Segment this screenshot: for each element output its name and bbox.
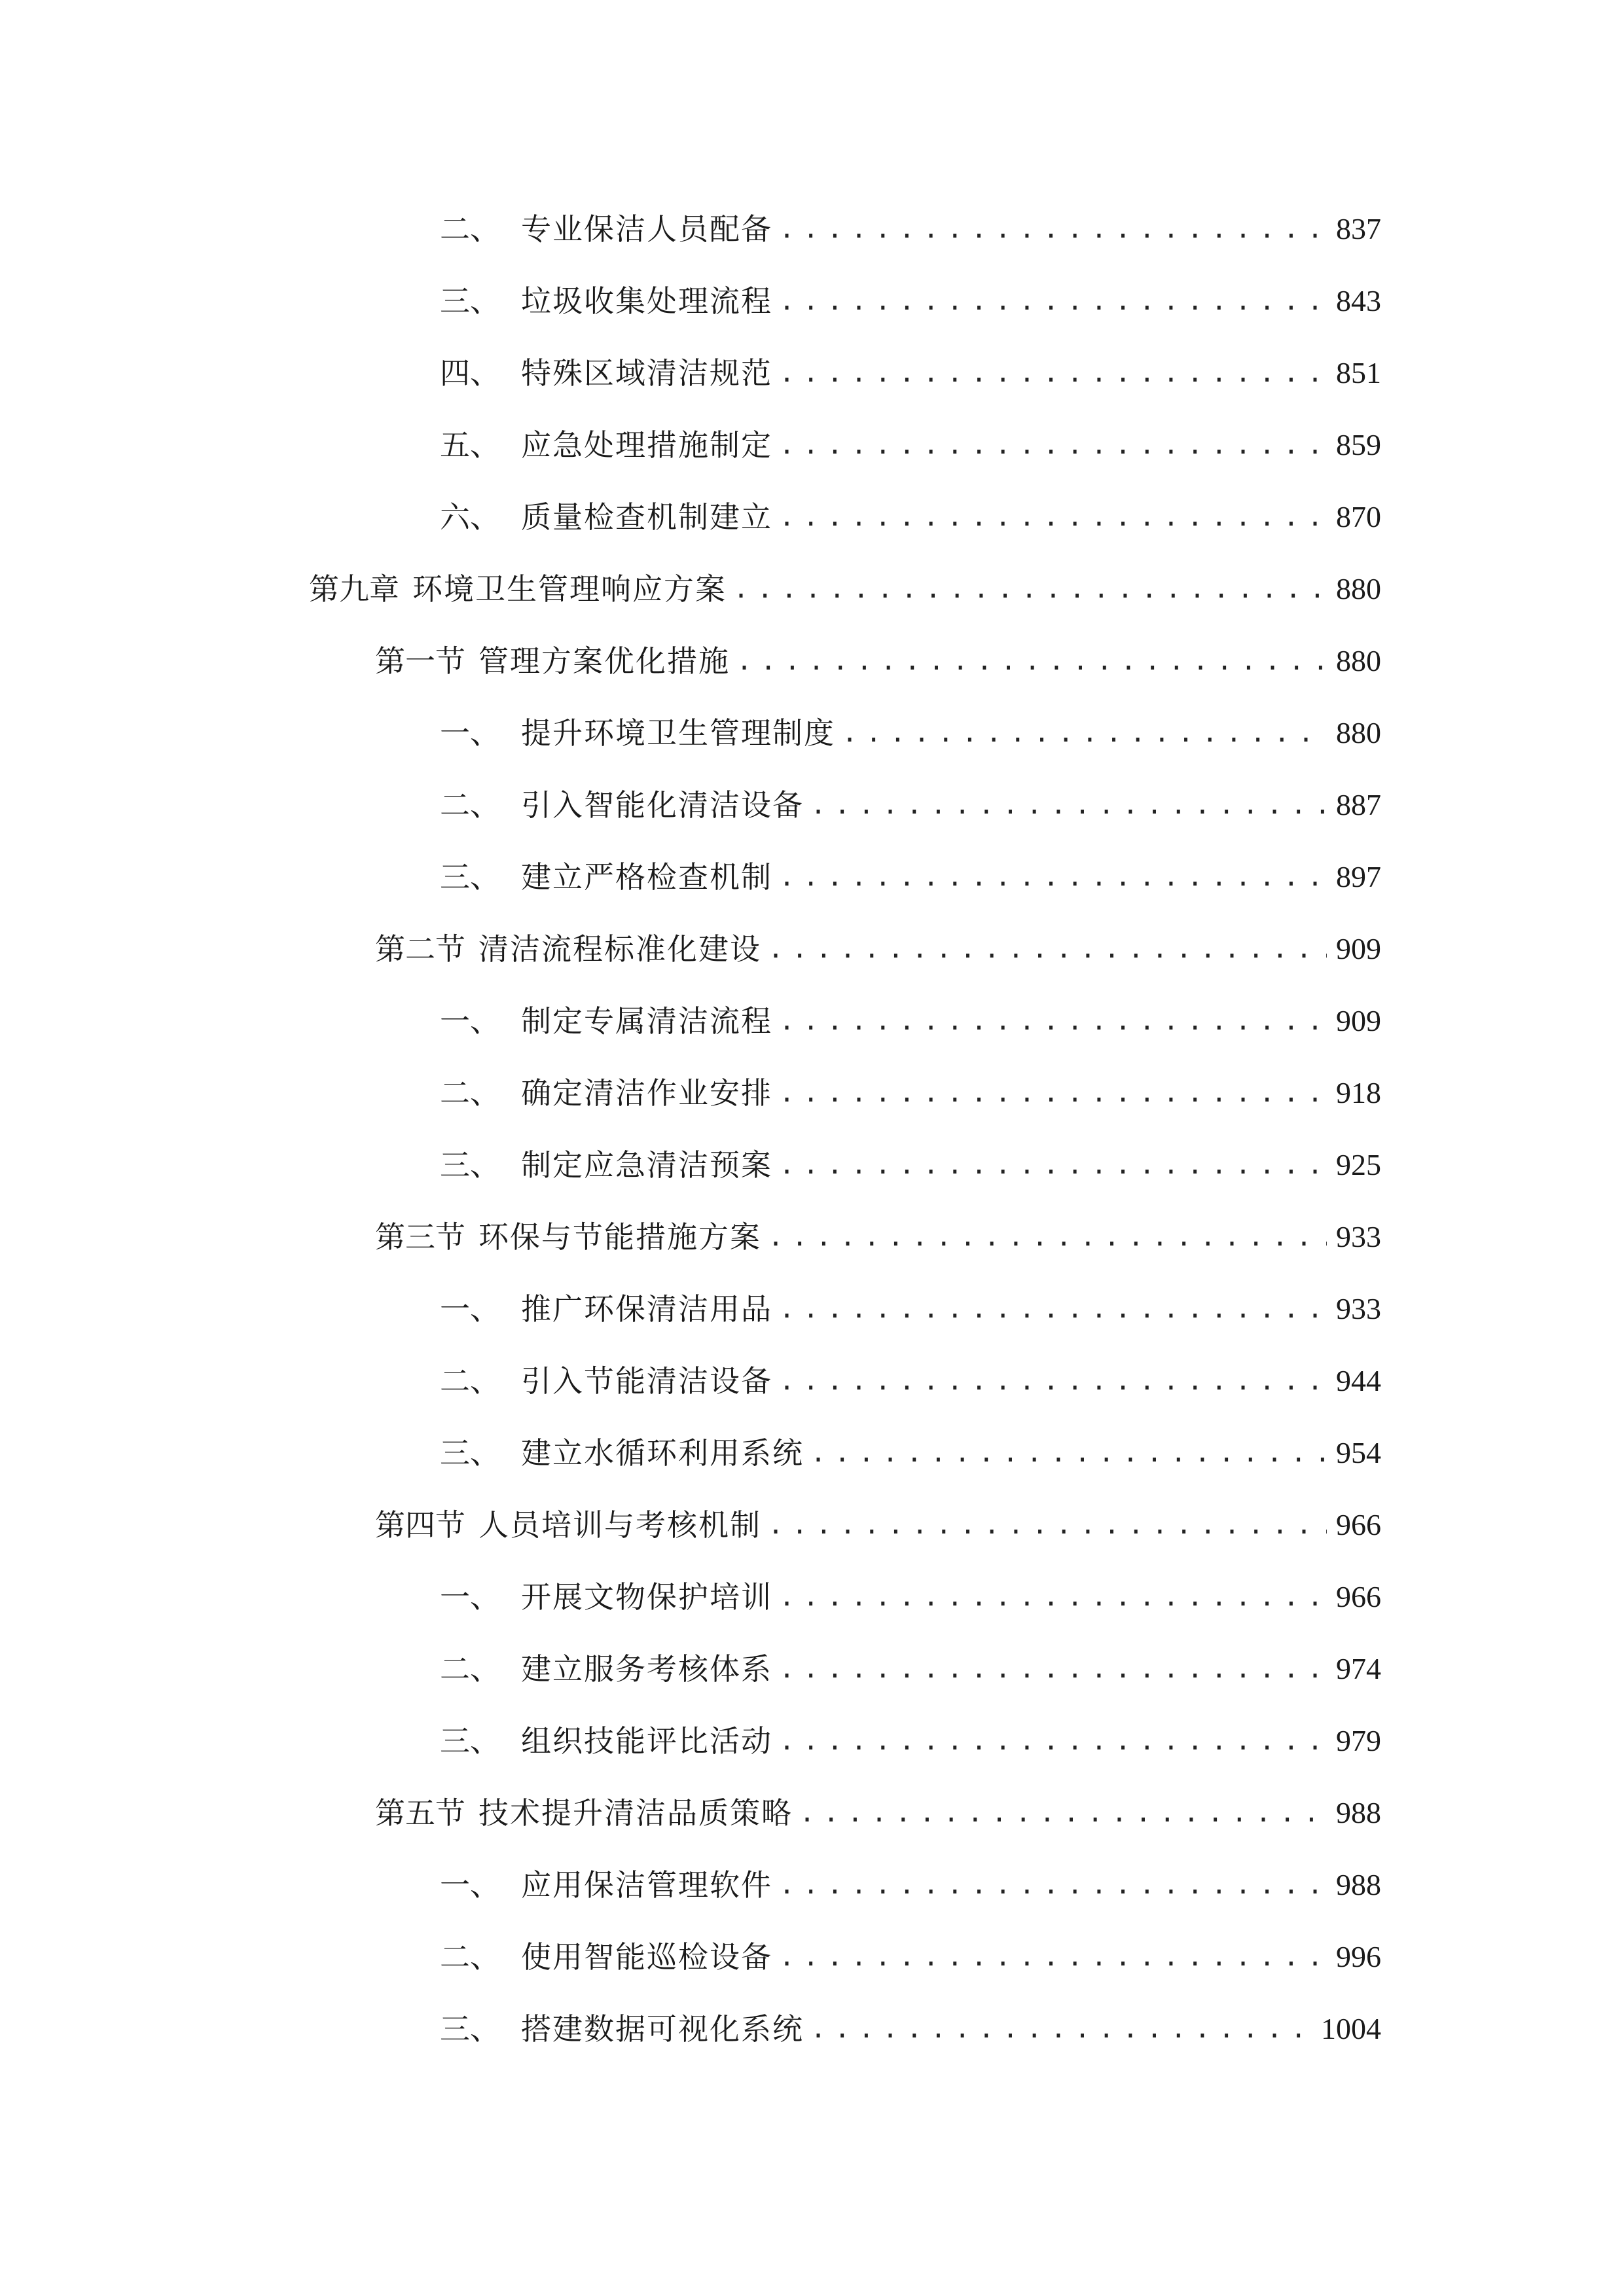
toc-title: 建立服务考核体系	[521, 1651, 772, 1687]
toc-number: 三、	[440, 1723, 500, 1759]
toc-page-number: 954	[1336, 1436, 1381, 1469]
toc-title: 应急处理措施制定	[521, 427, 772, 463]
toc-title: 人员培训与考核机制	[478, 1507, 761, 1543]
toc-page-number: 974	[1336, 1652, 1381, 1685]
toc-title: 技术提升清洁品质策略	[478, 1795, 793, 1831]
toc-dot-leader	[779, 995, 1327, 1047]
toc-entry[interactable]	[440, 779, 1381, 831]
toc-number: 二、	[440, 787, 500, 823]
toc-dot-leader	[768, 923, 1327, 975]
toc-page-number: 880	[1336, 572, 1381, 605]
toc-section-entry[interactable]	[375, 1211, 1381, 1263]
toc-number: 第二节	[375, 931, 465, 967]
toc-dot-leader	[810, 779, 1327, 831]
toc-page-number: 897	[1336, 860, 1381, 893]
toc-dot-leader	[810, 1427, 1327, 1479]
toc-entry[interactable]	[440, 995, 1381, 1047]
toc-entry[interactable]	[440, 491, 1381, 543]
toc-title: 引入智能化清洁设备	[521, 787, 804, 823]
toc-title: 确定清洁作业安排	[521, 1075, 772, 1111]
toc-dot-leader	[779, 203, 1327, 255]
toc-page-number: 933	[1336, 1292, 1381, 1325]
toc-number: 二、	[440, 1651, 500, 1687]
toc-number: 二、	[440, 1939, 500, 1975]
toc-dot-leader	[733, 563, 1327, 615]
toc-title: 特殊区域清洁规范	[521, 355, 772, 391]
toc-number: 四、	[440, 355, 500, 391]
toc-title: 专业保洁人员配备	[521, 211, 772, 247]
toc-entry[interactable]	[440, 1715, 1381, 1767]
toc-page-number: 837	[1336, 212, 1381, 245]
toc-entry[interactable]	[440, 419, 1381, 471]
toc-entry[interactable]	[440, 851, 1381, 903]
toc-page-number: 966	[1336, 1508, 1381, 1541]
toc-entry[interactable]	[440, 1643, 1381, 1695]
toc-page-number: 880	[1336, 716, 1381, 749]
toc-page-number: 979	[1336, 1724, 1381, 1757]
toc-section-entry[interactable]	[375, 635, 1381, 687]
toc-title: 质量检查机制建立	[521, 499, 772, 535]
toc-title: 组织技能评比活动	[521, 1723, 772, 1759]
toc-dot-leader	[779, 419, 1327, 471]
toc-entry[interactable]	[440, 1355, 1381, 1407]
toc-entry[interactable]	[440, 707, 1381, 759]
toc-title: 清洁流程标准化建设	[478, 931, 761, 967]
toc-dot-leader	[736, 635, 1327, 687]
toc-number: 一、	[440, 1003, 500, 1039]
toc-entry[interactable]	[440, 2003, 1381, 2055]
toc-number: 一、	[440, 715, 500, 751]
toc-chapter-entry[interactable]	[309, 563, 1381, 615]
toc-entry[interactable]	[440, 275, 1381, 327]
toc-number: 一、	[440, 1579, 500, 1615]
toc-number: 三、	[440, 1435, 500, 1471]
toc-page-number: 925	[1336, 1148, 1381, 1181]
toc-dot-leader	[799, 1787, 1327, 1839]
toc-page-number: 988	[1336, 1868, 1381, 1901]
toc-entry[interactable]	[440, 1283, 1381, 1335]
toc-dot-leader	[768, 1499, 1327, 1551]
toc-title: 开展文物保护培训	[521, 1579, 772, 1615]
toc-page-number: 988	[1336, 1796, 1381, 1829]
toc-dot-leader	[779, 347, 1327, 399]
toc-title: 提升环境卫生管理制度	[521, 715, 835, 751]
toc-page-number: 887	[1336, 788, 1381, 821]
toc-page-number: 909	[1336, 932, 1381, 965]
toc-section-entry[interactable]	[375, 923, 1381, 975]
toc-entry[interactable]	[440, 1931, 1381, 1983]
toc-page-number: 870	[1336, 500, 1381, 533]
toc-page-number: 880	[1336, 644, 1381, 677]
toc-number: 二、	[440, 1075, 500, 1111]
toc-dot-leader	[779, 1643, 1327, 1695]
toc-section-entry[interactable]	[375, 1787, 1381, 1839]
toc-page-number: 1004	[1321, 2012, 1381, 2045]
toc-entry[interactable]	[440, 1139, 1381, 1191]
toc-dot-leader	[779, 1571, 1327, 1623]
toc-entry[interactable]	[440, 1067, 1381, 1119]
toc-title: 管理方案优化措施	[478, 643, 730, 679]
toc-number: 三、	[440, 1147, 500, 1183]
toc-number: 第五节	[375, 1795, 465, 1831]
toc-dot-leader	[779, 275, 1327, 327]
toc-number: 三、	[440, 283, 500, 319]
toc-number: 三、	[440, 859, 500, 895]
toc-page-number: 944	[1336, 1364, 1381, 1397]
toc-page-number: 918	[1336, 1076, 1381, 1109]
toc-entry[interactable]	[440, 347, 1381, 399]
toc-dot-leader	[779, 1859, 1327, 1911]
toc-title: 应用保洁管理软件	[521, 1867, 772, 1903]
toc-number: 第一节	[375, 643, 465, 679]
toc-number: 三、	[440, 2011, 500, 2047]
toc-dot-leader	[779, 1355, 1327, 1407]
toc-page-number: 966	[1336, 1580, 1381, 1613]
toc-dot-leader	[779, 491, 1327, 543]
toc-title: 垃圾收集处理流程	[521, 283, 772, 319]
toc-title: 环保与节能措施方案	[478, 1219, 761, 1255]
toc-dot-leader	[779, 1139, 1327, 1191]
toc-title: 搭建数据可视化系统	[521, 2011, 804, 2047]
toc-number: 第四节	[375, 1507, 465, 1543]
toc-page-number: 996	[1336, 1940, 1381, 1973]
toc-section-entry[interactable]	[375, 1499, 1381, 1551]
toc-dot-leader	[768, 1211, 1327, 1263]
toc-page-number: 851	[1336, 356, 1381, 389]
toc-entry[interactable]	[440, 1427, 1381, 1479]
toc-title: 环境卫生管理响应方案	[412, 571, 727, 607]
toc-number: 五、	[440, 427, 500, 463]
toc-number: 二、	[440, 211, 500, 247]
toc-number: 第九章	[309, 571, 399, 607]
toc-entry[interactable]	[440, 1571, 1381, 1623]
toc-title: 建立水循环利用系统	[521, 1435, 804, 1471]
toc-title: 使用智能巡检设备	[521, 1939, 772, 1975]
toc-entry[interactable]	[440, 1859, 1381, 1911]
toc-page-number: 859	[1336, 428, 1381, 461]
toc-number: 二、	[440, 1363, 500, 1399]
toc-title: 引入节能清洁设备	[521, 1363, 772, 1399]
toc-title: 制定专属清洁流程	[521, 1003, 772, 1039]
toc-page-number: 909	[1336, 1004, 1381, 1037]
toc-title: 建立严格检查机制	[521, 859, 772, 895]
toc-number: 一、	[440, 1291, 500, 1327]
toc-number: 第三节	[375, 1219, 465, 1255]
toc-page-number: 843	[1336, 284, 1381, 317]
toc-number: 六、	[440, 499, 500, 535]
toc-dot-leader	[842, 707, 1327, 759]
toc-title: 制定应急清洁预案	[521, 1147, 772, 1183]
toc-entry[interactable]	[440, 203, 1381, 255]
toc-dot-leader	[779, 851, 1327, 903]
toc-dot-leader	[779, 1931, 1327, 1983]
toc-dot-leader	[810, 2003, 1312, 2055]
toc-dot-leader	[779, 1067, 1327, 1119]
toc-number: 一、	[440, 1867, 500, 1903]
toc-page-number: 933	[1336, 1220, 1381, 1253]
toc-dot-leader	[779, 1283, 1327, 1335]
toc-title: 推广环保清洁用品	[521, 1291, 772, 1327]
toc-dot-leader	[779, 1715, 1327, 1767]
